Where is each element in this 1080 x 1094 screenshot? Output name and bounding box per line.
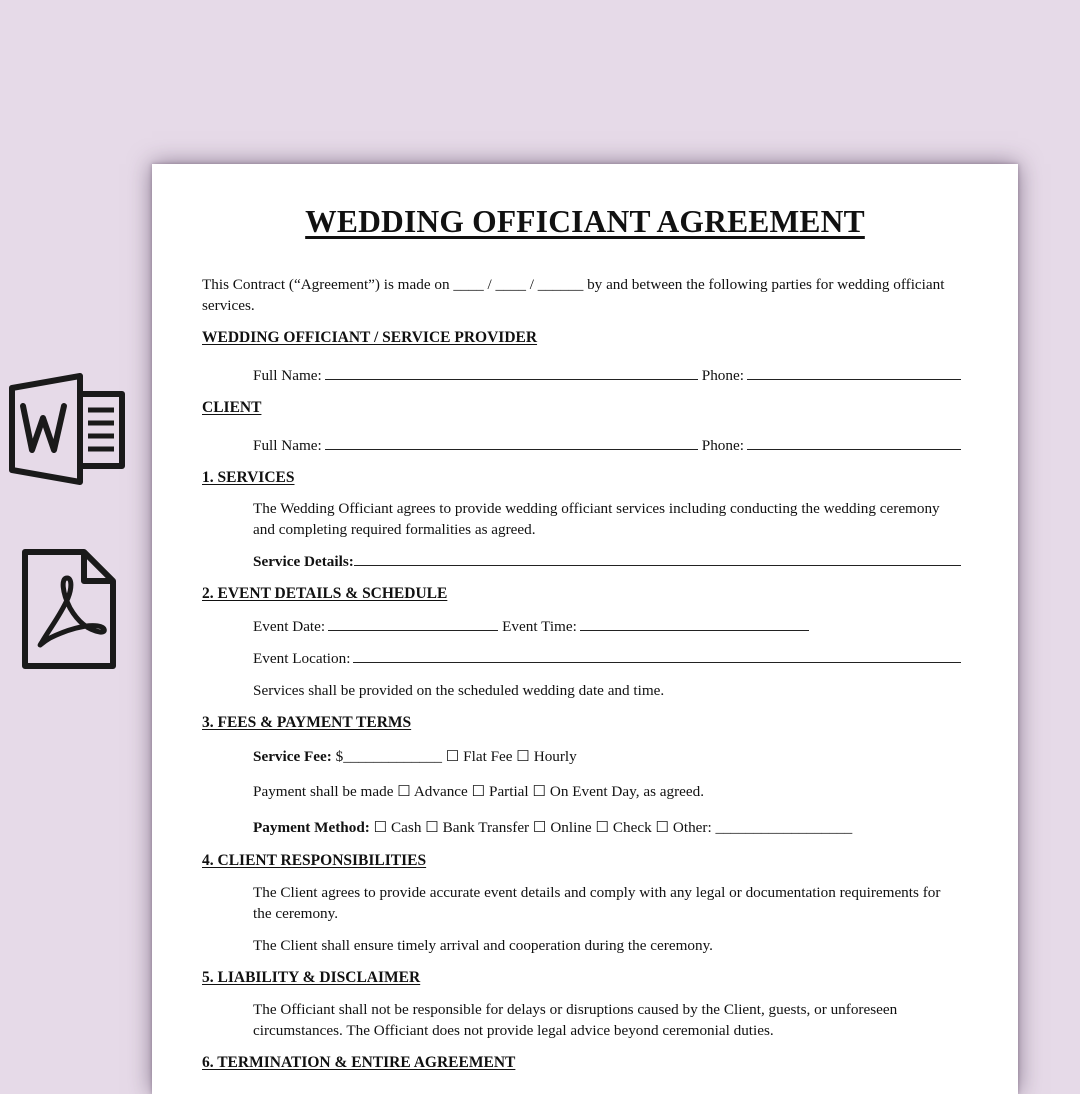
client-name-row [253,435,965,456]
liability-heading: 5. LIABILITY & DISCLAIMER [202,969,421,986]
pdf-document-icon [20,548,118,670]
payment-method-options[interactable]: ☐ Cash ☐ Bank Transfer ☐ Online ☐ Check ☐ Other: __________________ [373,819,853,836]
services-text-continued: and completing required formalities as agreed. [253,521,536,538]
client-phone-label: Phone: [701,437,744,454]
officiant-full-name-label: Full Name: [253,367,322,384]
event-date-field[interactable] [328,616,498,631]
responsibilities-text-2: The Client shall ensure timely arrival and cooperation during the ceremony. [253,937,713,954]
service-details-row [253,551,965,572]
event-location-row [253,648,965,669]
event-note: Services shall be provided on the scheduled wedding date and time. [253,682,665,699]
officiant-full-name-field[interactable] [325,365,698,380]
termination-heading: 6. TERMINATION & ENTIRE AGREEMENT [202,1054,516,1071]
service-fee-label: Service Fee: [253,748,332,765]
services-heading: 1. SERVICES [202,469,295,486]
event-heading: 2. EVENT DETAILS & SCHEDULE [202,585,448,602]
fees-heading: 3. FEES & PAYMENT TERMS [202,714,412,731]
event-date-label: Event Date: [253,618,326,635]
liability-text-continued: circumstances. The Officiant does not provide legal advice beyond ceremonial duties. [253,1022,774,1039]
document-title: WEDDING OFFICIANT AGREEMENT [305,204,865,239]
event-location-field[interactable] [353,648,961,663]
service-fee-options[interactable]: $_____________ ☐ Flat Fee ☐ Hourly [335,748,577,765]
event-time-label: Event Time: [502,618,577,635]
services-text: The Wedding Officiant agrees to provide wedding officiant services including conducting the wedding ceremony [253,500,940,517]
responsibilities-heading: 4. CLIENT RESPONSIBILITIES [202,852,427,869]
responsibilities-text: The Client agrees to provide accurate event details and comply with any legal or documentation requirements for [253,884,941,901]
officiant-name-row [253,365,965,386]
intro-text-continued: services. [202,297,255,314]
officiant-phone-field[interactable] [747,365,961,380]
payment-method-label: Payment Method: [253,819,370,836]
word-document-icon [8,370,128,488]
liability-text: The Officiant shall not be responsible for delays or disruptions caused by the Client, guests, or unforeseen [253,1001,898,1018]
client-full-name-label: Full Name: [253,437,322,454]
service-details-label: Service Details: [253,553,354,570]
client-full-name-field[interactable] [325,435,698,450]
payment-method-row [253,817,852,838]
agreement-document [152,164,1018,1094]
event-date-time-row [253,616,813,637]
service-details-field[interactable] [354,551,961,566]
officiant-phone-label: Phone: [701,367,744,384]
intro-text: This Contract (“Agreement”) is made on ____ / ____ / ______ by and between the following parties for wedding officiant [202,276,945,293]
officiant-heading: WEDDING OFFICIANT / SERVICE PROVIDER [202,329,538,346]
responsibilities-text-continued: the ceremony. [253,905,339,922]
client-heading: CLIENT [202,399,262,416]
event-location-label: Event Location: [253,650,351,667]
service-fee-row [253,746,577,767]
event-time-field[interactable] [580,616,809,631]
client-phone-field[interactable] [747,435,961,450]
payment-timing[interactable]: Payment shall be made ☐ Advance ☐ Partial ☐ On Event Day, as agreed. [253,783,705,800]
